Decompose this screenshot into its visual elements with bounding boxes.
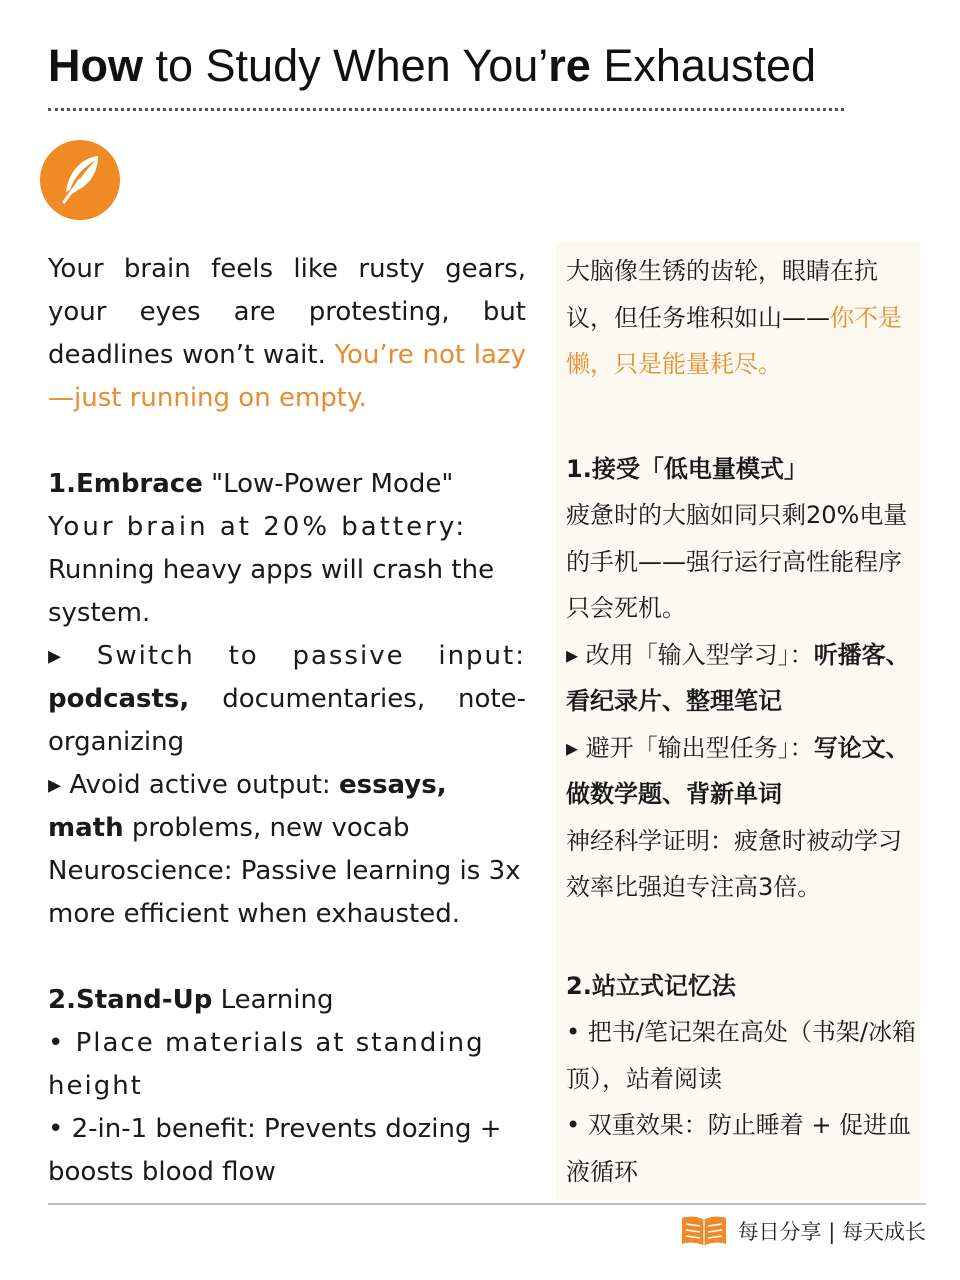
section2-heading-rest: Learning — [212, 985, 334, 1015]
cn-section1-bullet2-bold: 写论文、做数学题、背新单词 — [566, 733, 910, 808]
cn-section2-bullet1: • 把书/笔记架在高处（书架/冰箱顶），站着阅读 — [566, 1018, 916, 1093]
footer-text: 每日分享 | 每天成长 — [737, 1220, 926, 1244]
intro-text: Your brain feels like rusty gears, your eyes are protesting, but deadlines won’t wait. — [48, 254, 526, 370]
cn-section1-heading: 1.接受「低电量模式」 — [566, 454, 808, 483]
cn-section1-bullet1-lead: ▸ 改用「输入型学习」： — [566, 640, 814, 669]
english-column — [48, 248, 526, 1194]
cn-section1-science: 神经科学证明：疲惫时被动学习效率比强迫专注高3倍。 — [566, 826, 902, 901]
cn-intro-highlight: 你不是懒，只是能量耗尽。 — [566, 303, 902, 378]
section1-bullet2-bold1: essays, — [338, 770, 447, 800]
section1-bullet2-rest: problems, new vocab — [123, 813, 410, 843]
title-end: Exhausted — [590, 40, 816, 91]
title-how: How — [48, 40, 143, 91]
intro-highlight: You’re not lazy—just running on empty. — [48, 340, 526, 413]
feather-icon — [40, 140, 120, 220]
cn-section1-bullet2-lead: ▸ 避开「输出型任务」： — [566, 733, 814, 762]
title-divider — [48, 108, 844, 111]
cn-section1-bullet2 — [566, 725, 916, 818]
section1-bullet1 — [48, 635, 526, 764]
title-re: re — [548, 40, 591, 91]
section1-bullet1-rest: documentaries, note-organizing — [48, 684, 526, 757]
section2-heading-number: 2.Stand-Up — [48, 985, 213, 1015]
section2-bullet1: • Place materials at standing height — [48, 1028, 485, 1101]
cn-section2-bullet2: • 双重效果：防止睡着 + 促进血液循环 — [566, 1111, 912, 1186]
intro-paragraph — [48, 248, 526, 420]
cn-intro-text: 大脑像生锈的齿轮，眼睛在抗议，但任务堆积如山—— — [566, 257, 878, 332]
footer — [680, 1214, 926, 1248]
section2-bullet2: • 2-in-1 benefit: Prevents dozing + boosts blood flow — [48, 1114, 502, 1187]
section1-bullet2-lead: ▸ Avoid active output: — [48, 770, 339, 800]
footer-divider — [48, 1203, 926, 1205]
chinese-column — [556, 242, 920, 1200]
section2-heading — [48, 979, 526, 1022]
cn-section1-body: 疲惫时的大脑如同只剩20%电量的手机——强行运行高性能程序只会死机。 — [566, 501, 908, 622]
section1-heading-rest: "Low-Power Mode" — [202, 469, 454, 499]
section1-bullet1-bold: podcasts, — [48, 684, 190, 714]
page-title — [48, 40, 816, 92]
section1-heading-number: 1.Embrace — [48, 469, 203, 499]
cn-section2-heading: 2.站立式记忆法 — [566, 971, 736, 1000]
title-middle: to Study When You’ — [143, 40, 549, 91]
section1-bullet2 — [48, 764, 526, 850]
cn-section1-bullet1-bold: 听播客、看纪录片、整理笔记 — [566, 640, 910, 715]
section1-bullet2-bold2: math — [48, 813, 124, 843]
section1-science: Neuroscience: Passive learning is 3x more efficient when exhausted. — [48, 856, 521, 929]
section1-bullet1-lead: ▸ Switch to passive input: — [48, 641, 526, 671]
cn-section1-bullet1 — [566, 632, 916, 725]
cn-intro-paragraph — [566, 242, 916, 388]
book-icon — [680, 1214, 728, 1248]
section1-line1: Your brain at 20% battery: — [48, 512, 468, 542]
section1-heading — [48, 463, 526, 506]
section1-line2: Running heavy apps will crash the system. — [48, 555, 495, 628]
